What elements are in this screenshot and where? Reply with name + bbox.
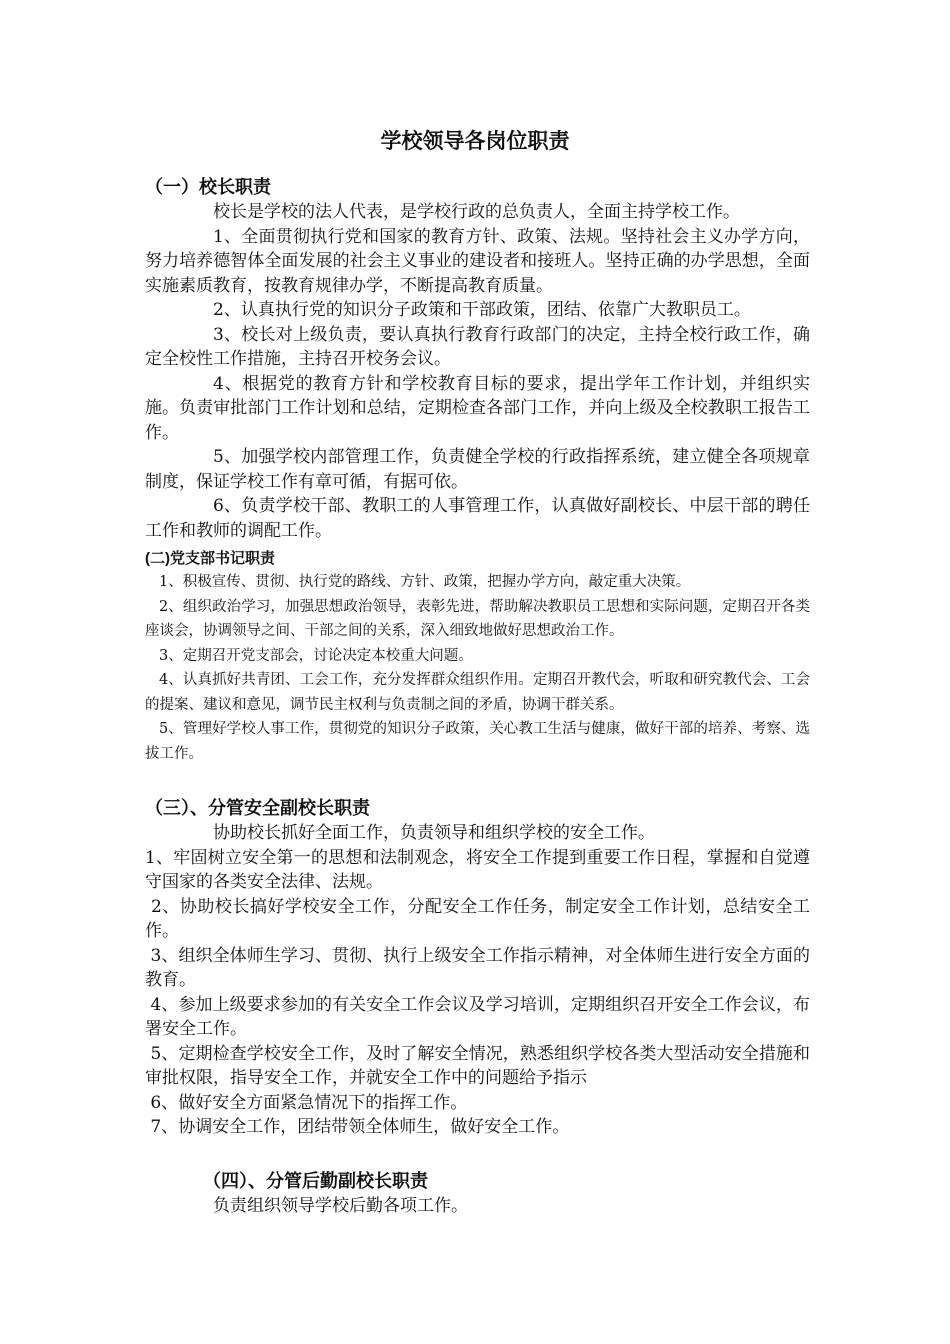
- list-item: 4、根据党的教育方针和学校教育目标的要求，提出学年工作计划，并组织实施。负责审批部门工作计划和总结，定期检查各部门工作，并向上级及全校教职工报告工作。: [145, 373, 810, 443]
- section-principal: [145, 176, 810, 543]
- list-item: 6、负责学校干部、教职工的人事管理工作，认真做好副校长、中层干部的聘任工作和教师的调配工作。: [145, 496, 810, 541]
- list-item: 4、参加上级要求参加的有关安全工作会议及学习培训，定期组织召开安全工作会议，布署安全工作。: [145, 994, 810, 1039]
- list-item: 1、牢固树立安全第一的思想和法制观念，将安全工作提到重要工作日程，掌握和自觉遵守国家的各类安全法律、法规。: [145, 847, 810, 892]
- list-item: 3、校长对上级负责，要认真执行教育行政部门的决定，主持全校行政工作，确定全校性工作措施，主持召开校务会议。: [145, 324, 810, 369]
- list-item: 1、积极宣传、贯彻、执行党的路线、方针、政策，把握办学方向，敲定重大决策。: [159, 574, 691, 590]
- list-item: 3、定期召开党支部会，讨论决定本校重大问题。: [159, 647, 473, 664]
- section-intro: 负责组织领导学校后勤各项工作。: [213, 1196, 468, 1216]
- section-heading: （三）、分管安全副校长职责: [145, 798, 370, 819]
- section-logistics-vice-principal: [203, 1170, 810, 1219]
- section-intro: 协助校长抓好全面工作，负责领导和组织学校的安全工作。: [213, 823, 655, 843]
- list-item: 2、协助校长搞好学校安全工作，分配安全工作任务，制定安全工作计划，总结安全工作。: [145, 896, 810, 941]
- list-item: 6、做好安全方面紧急情况下的指挥工作。: [145, 1092, 468, 1113]
- list-item: 5、定期检查学校安全工作，及时了解安全情况，熟悉组织学校各类大型活动安全措施和审批权限，指导安全工作，并就安全工作中的问题给予指示: [145, 1043, 810, 1088]
- list-item: 1、全面贯彻执行党和国家的教育方针、政策、法规。坚持社会主义办学方向，努力培养德智体全面发展的社会主义事业的建设者和接班人。坚持正确的办学思想，全面实施素质教育，按教育规律办学，不断提高教育质量。: [145, 226, 810, 296]
- section-intro: 校长是学校的法人代表，是学校行政的总负责人，全面主持学校工作。: [213, 202, 740, 222]
- list-item: 2、认真执行党的知识分子政策和干部政策，团结、依靠广大教职员工。: [213, 300, 751, 320]
- section-heading: （四）、分管后勤副校长职责: [203, 1171, 428, 1192]
- list-item: 5、加强学校内部管理工作，负责健全学校的行政指挥系统，建立健全各项规章制度，保证学校工作有章可循，有据可依。: [145, 447, 810, 492]
- section-safety-vice-principal: [145, 797, 810, 1140]
- list-item: 4、认真抓好共青团、工会工作，充分发挥群众组织作用。定期召开教代会，听取和研究教代会、工会的提案、建议和意见，调节民主权利与负责制之间的矛盾，协调干群关系。: [145, 672, 810, 713]
- list-item: 7、协调安全工作，团结带领全体师生，做好安全工作。: [145, 1117, 570, 1137]
- list-item: 3、组织全体师生学习、贯彻、执行上级安全工作指示精神，对全体师生进行安全方面的教育。: [145, 945, 810, 990]
- section-heading: (二)党支部书记职责: [145, 550, 275, 567]
- section-heading: （一）校长职责: [145, 177, 271, 198]
- list-item: 5、管理好学校人事工作，贯彻党的知识分子政策，关心教工生活与健康，做好干部的培养、考察、选拔工作。: [145, 721, 810, 762]
- page-title: 学校领导各岗位职责: [380, 128, 570, 153]
- list-item: 2、组织政治学习，加强思想政治领导，表彰先进，帮助解决教职员工思想和实际问题，定期召开各类座谈会，协调领导之间、干部之间的关系，深入细致地做好思想政治工作。: [145, 598, 810, 639]
- section-party-secretary: [145, 548, 810, 766]
